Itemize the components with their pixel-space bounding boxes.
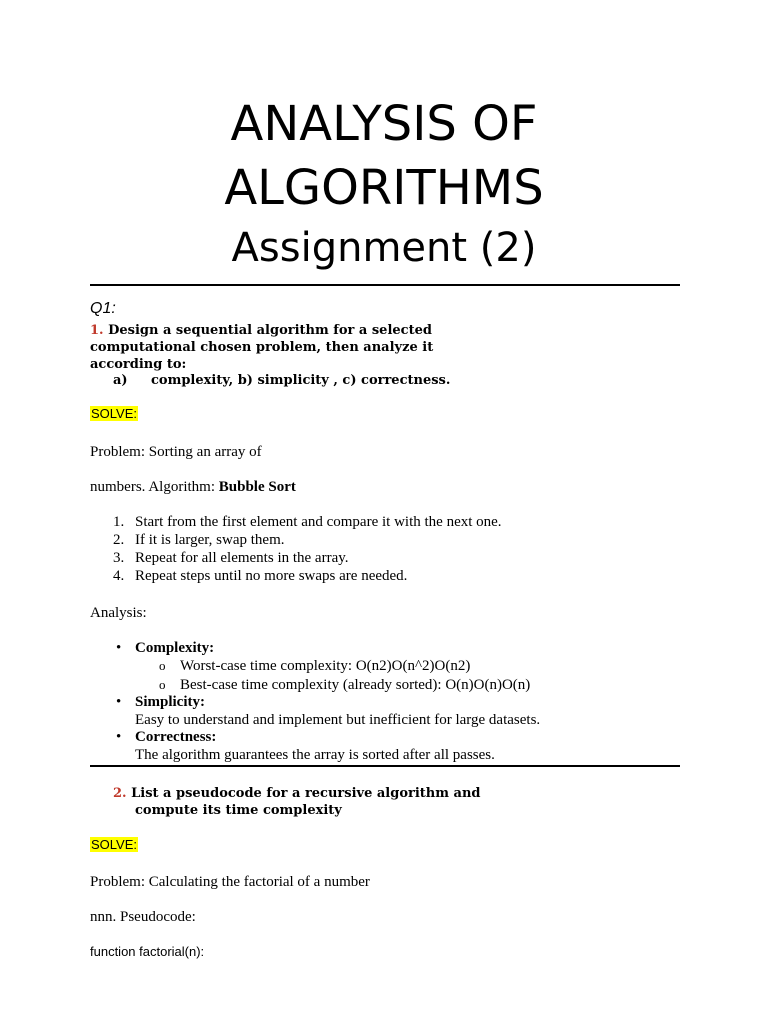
q1-text-line-2: computational chosen problem, then analyze it [90,340,434,355]
q2-text-line-2: compute its time complexity [135,803,342,818]
step-4-number: 4. [113,568,125,584]
title-line-3: Assignment (2) [231,225,537,271]
q1-algorithm [90,478,296,496]
q2-problem: Problem: Calculating the factorial of a number [90,874,370,890]
simplicity-label: Simplicity: [135,694,205,710]
best-case-text: Best-case time complexity (already sorted): O(n)O(n)O(n) [180,677,531,693]
q2-solve-label [90,836,138,854]
simplicity-text: Easy to understand and implement but inefficient for large datasets. [135,712,541,728]
title-line-2: ALGORITHMS [224,160,544,216]
q1-number: 1. [90,323,104,338]
q1-solve-highlight: SOLVE: [91,406,138,421]
q1-text-line-1: Design a sequential algorithm for a selected [108,323,432,338]
title-divider [90,284,680,286]
q1-question-line-1 [90,322,432,339]
sub-bullet-worst: o [159,658,166,673]
q1-algorithm-name: Bubble Sort [218,479,296,495]
sub-bullet-best: o [159,677,166,692]
step-3-text: Repeat for all elements in the array. [135,550,349,566]
complexity-label: Complexity: [135,640,215,656]
q1-label: Q1: [90,300,116,317]
q2-solve-highlight: SOLVE: [91,837,138,852]
q2-number: 2. [113,786,127,801]
q2-question-line-1 [113,785,481,802]
correctness-text: The algorithm guarantees the array is sorted after all passes. [135,747,495,763]
worst-case-text: Worst-case time complexity: O(n2)O(n^2)O(n2) [180,658,471,674]
analysis-label: Analysis: [90,605,147,621]
bullet-correctness: • [116,729,122,745]
step-2-number: 2. [113,532,125,548]
title-line-1: ANALYSIS OF [230,96,538,152]
q1-sub-text: complexity, b) simplicity , c) correctness. [151,373,451,388]
step-4-text: Repeat steps until no more swaps are needed. [135,568,408,584]
step-3-number: 3. [113,550,125,566]
q1-sub-marker: a) [113,373,128,388]
correctness-label: Correctness: [135,729,217,745]
q2-text-line-1: List a pseudocode for a recursive algorithm and [131,786,481,801]
step-1-number: 1. [113,514,125,530]
q1-problem: Problem: Sorting an array of [90,444,262,460]
section-divider [90,765,680,767]
step-1-text: Start from the first element and compare it with the next one. [135,514,502,530]
bullet-simplicity: • [116,694,122,710]
bullet-complexity: • [116,640,122,656]
q1-solve-label [90,405,138,423]
step-2-text: If it is larger, swap them. [135,532,285,548]
q1-algorithm-prefix: numbers. Algorithm: [90,479,219,495]
q1-text-line-3: according to: [90,357,187,372]
q2-pseudocode-label: nnn. Pseudocode: [90,909,196,925]
q2-code-line-1: function factorial(n): [90,944,205,959]
